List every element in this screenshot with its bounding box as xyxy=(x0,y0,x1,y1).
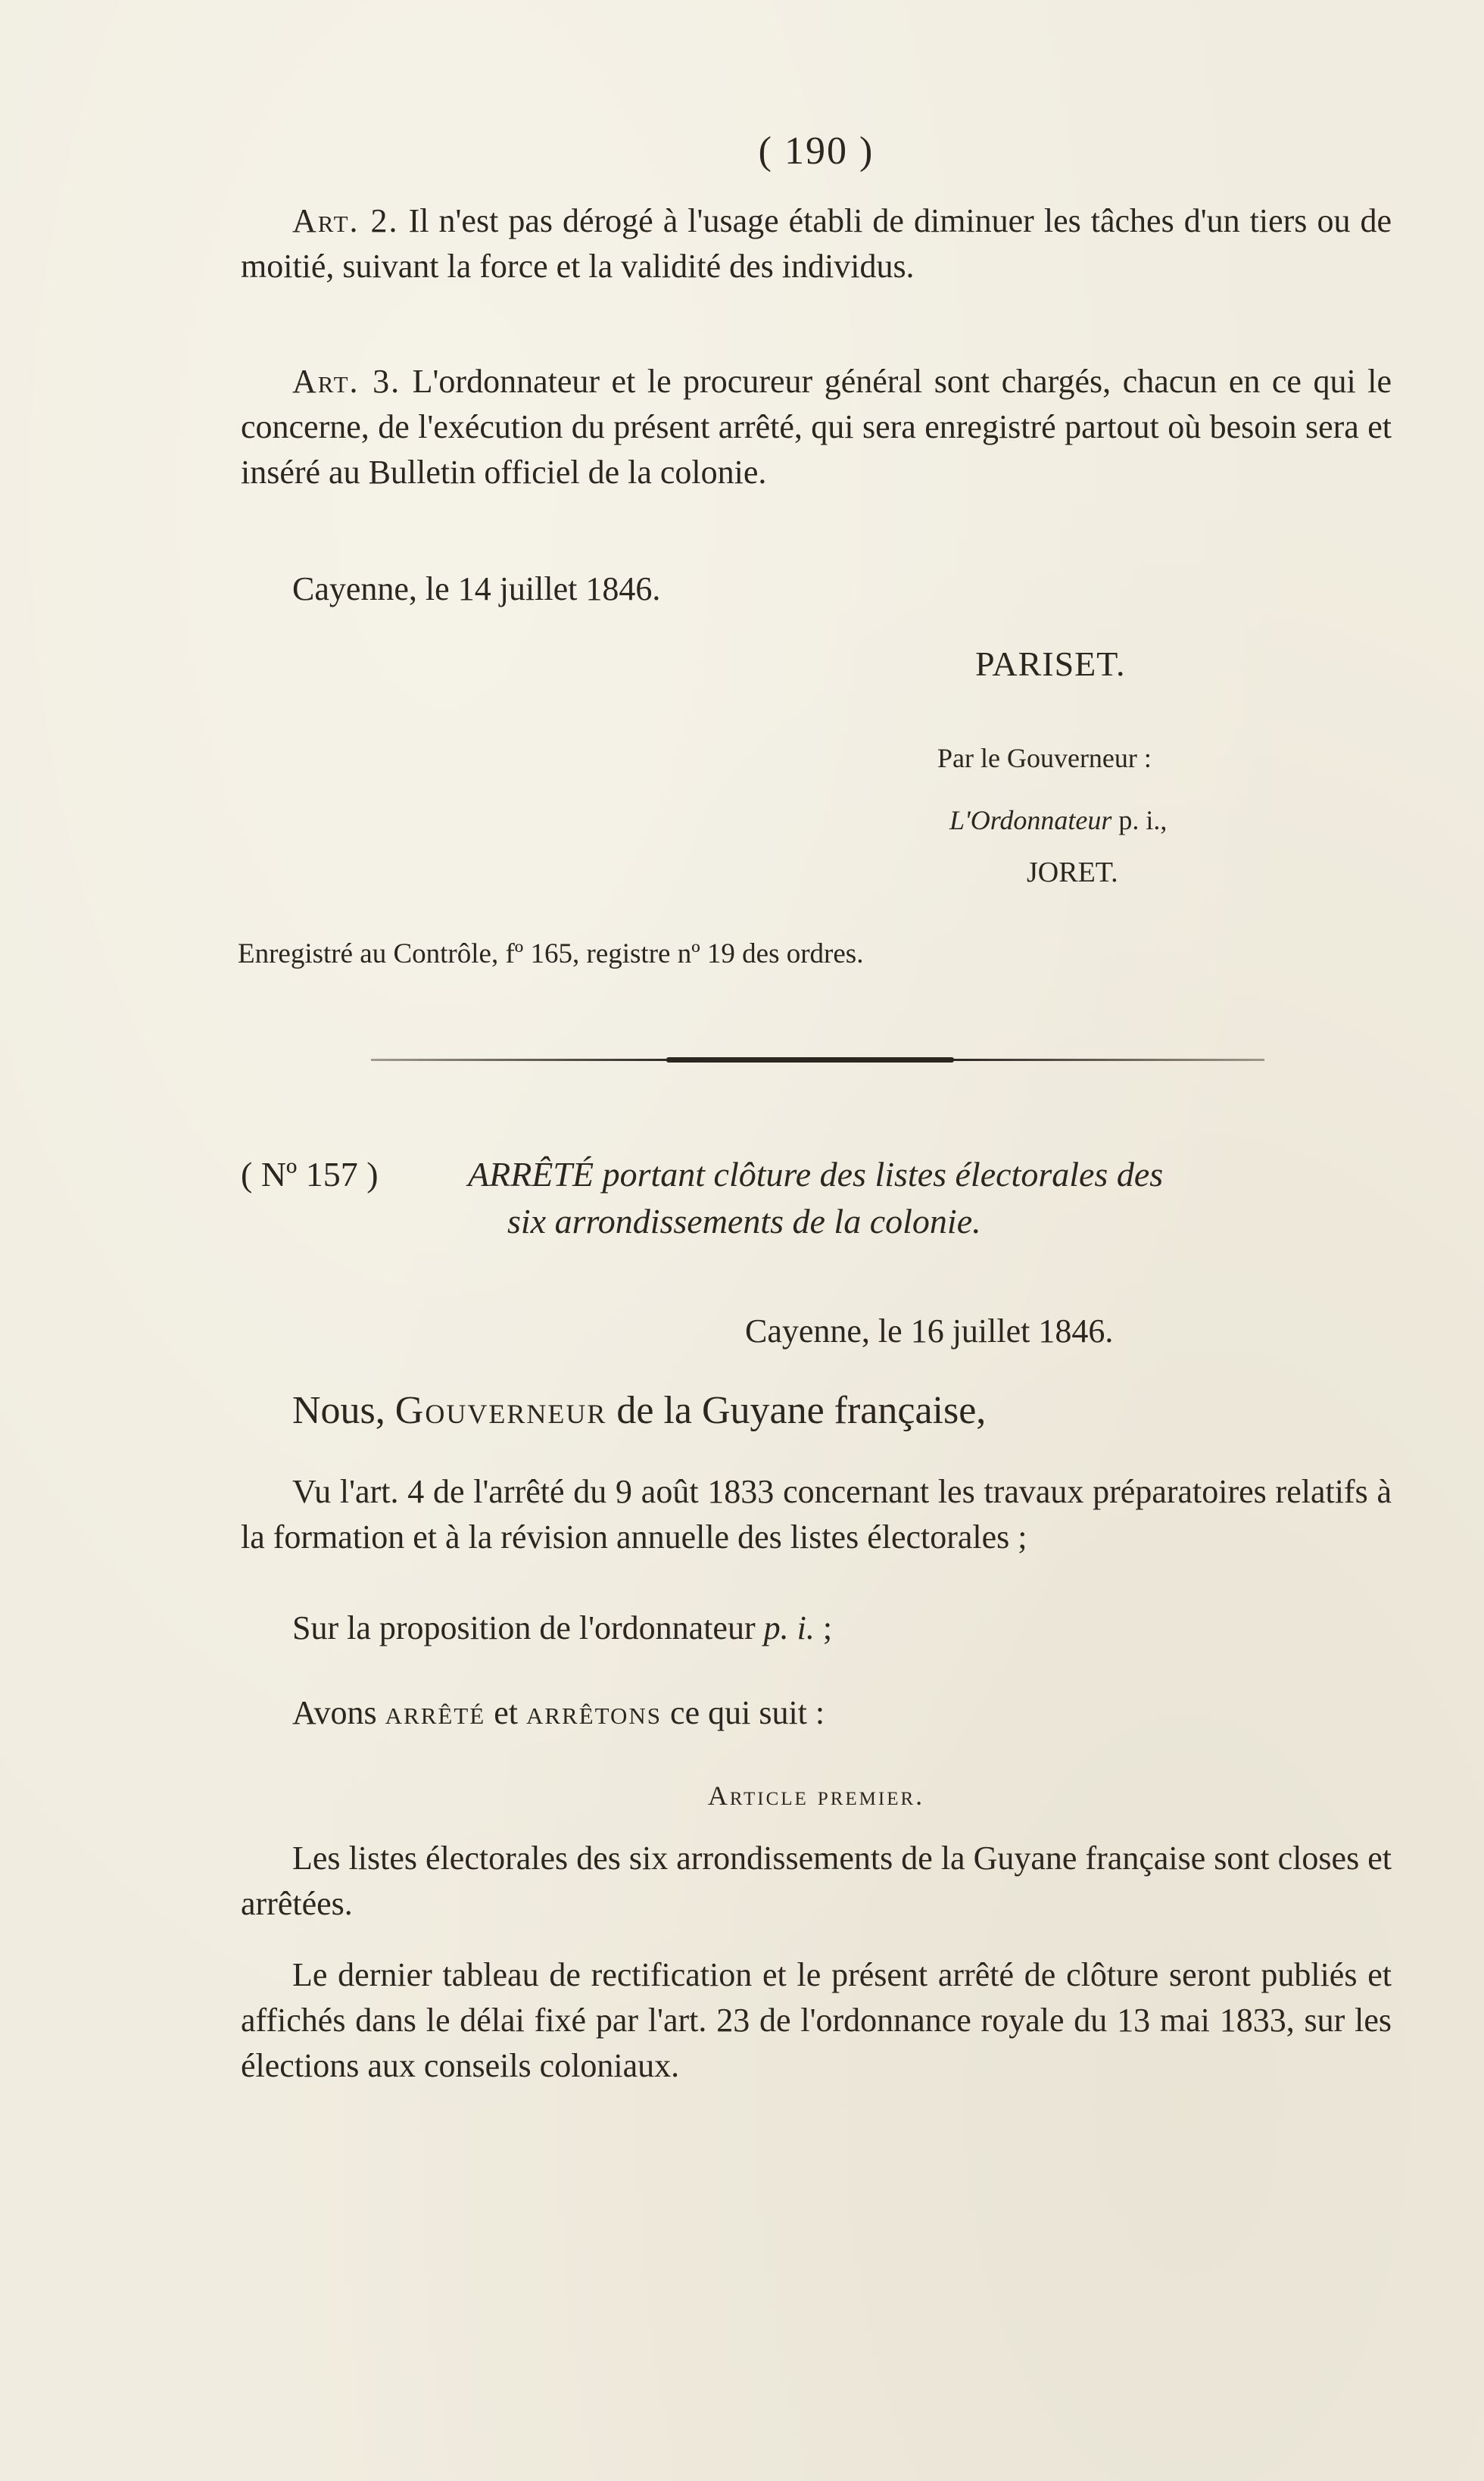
arrete-heading xyxy=(241,1151,1392,1245)
sur-suffix: ; xyxy=(814,1609,833,1646)
page-number: ( 190 ) xyxy=(758,130,874,173)
article-3-label: Art. 3. xyxy=(292,363,401,400)
sur-la-proposition xyxy=(292,1606,1390,1651)
article-2-paragraph xyxy=(241,198,1392,289)
article-3-text: L'ordonnateur et le procureur général sont chargés, chacun en ce qui le concerne, de l'exécution du présent arrêté, qui sera enregistré partout où besoin sera et inséré au Bulletin officiel de la colonie. xyxy=(241,363,1392,491)
article-2-label: Art. 2. xyxy=(292,202,399,239)
arrete-title-line-1: ARRÊTÉ portant clôture des listes électorales des xyxy=(468,1155,1164,1194)
signature-pariset: PARISET. xyxy=(975,644,1126,683)
ordonnateur-line xyxy=(949,804,1167,836)
paragraph-tableau-rectification: Le dernier tableau de rectification et le présent arrêté de clôture seront publiés et affichés dans le délai fixé par l'art. 23 de l'ordonnance royale du 13 mai 1833, sur les élections aux conseils coloniaux. xyxy=(241,1956,1392,2084)
signature-joret: JORET. xyxy=(1027,857,1118,888)
avons-w3: et xyxy=(485,1694,526,1731)
arrete-title-line-2: six arrondissements de la colonie. xyxy=(507,1202,981,1240)
nous-title: Gouverneur xyxy=(394,1389,607,1432)
avons-line xyxy=(292,1690,1390,1736)
place-date-2: Cayenne, le 16 juillet 1846. xyxy=(745,1312,1114,1350)
nous-prefix: Nous, xyxy=(292,1389,395,1432)
arrete-number: ( Nº 157 ) xyxy=(241,1155,379,1194)
paragraph-listes-closes: Les listes électorales des six arrondissements de la Guyane française sont closes et arrêtées. xyxy=(241,1840,1392,1922)
article-2-text: Il n'est pas dérogé à l'usage établi de diminuer les tâches d'un tiers ou de moitié, suivant la force et la validité des individus. xyxy=(241,202,1392,285)
enregistre-line: Enregistré au Contrôle, fº 165, registre nº 19 des ordres. xyxy=(238,938,864,969)
avons-w2: arrêté xyxy=(385,1694,486,1731)
nous-line xyxy=(292,1386,1390,1436)
article-3-paragraph xyxy=(241,359,1392,495)
avons-w4: arrêtons xyxy=(525,1694,662,1731)
ordonnateur-suffix: p. i., xyxy=(1111,805,1168,835)
avons-w5: ce qui suit : xyxy=(662,1694,825,1731)
sur-prefix: Sur la proposition de l'ordonnateur xyxy=(292,1609,764,1646)
par-le-gouverneur: Par le Gouverneur : xyxy=(937,743,1152,773)
place-date-1: Cayenne, le 14 juillet 1846. xyxy=(292,570,661,607)
avons-w1: Avons xyxy=(292,1694,385,1731)
nous-suffix: de la Guyane française, xyxy=(606,1389,987,1432)
section-divider-center xyxy=(666,1057,954,1063)
ordonnateur-label: L'Ordonnateur xyxy=(949,805,1112,835)
sur-italic: p. i. xyxy=(763,1609,815,1646)
vu-paragraph: Vu l'art. 4 de l'arrêté du 9 août 1833 concernant les travaux préparatoires relatifs à la formation et à la révision annuelle des listes électorales ; xyxy=(241,1473,1392,1556)
article-premier-heading: Article premier. xyxy=(707,1780,925,1811)
